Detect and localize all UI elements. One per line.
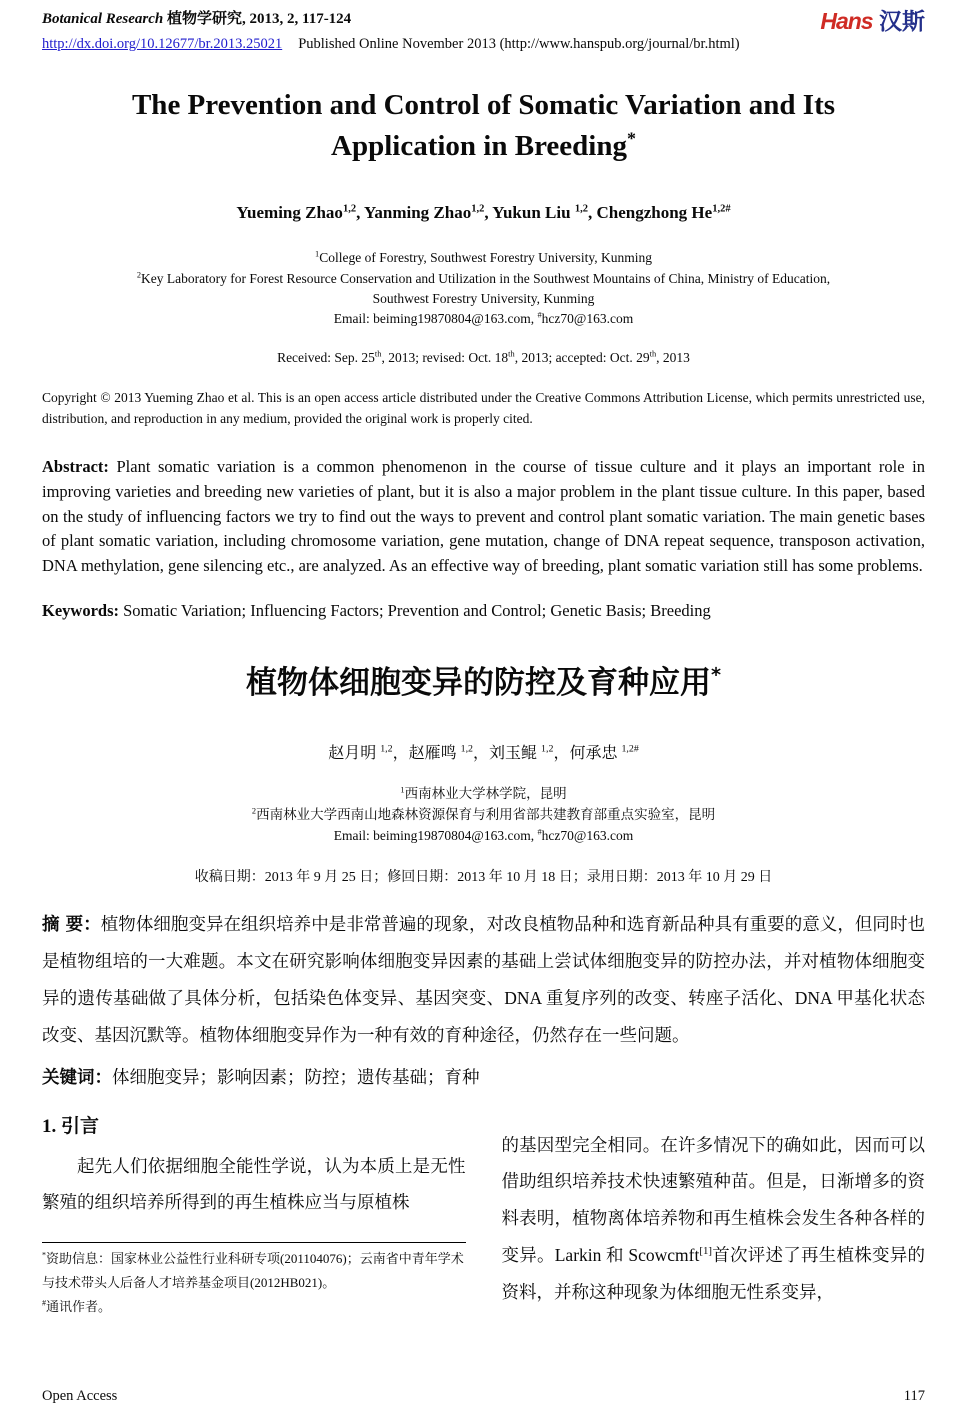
received-dates-chinese: 收稿日期：2013 年 9 月 25 日；修回日期：2013 年 10 月 18 日；录用日期：2013 年 10 月 29 日 (194, 869, 773, 885)
left-column (42, 1111, 466, 1319)
email-line-cn: Email: beiming19870804@163.com, #hcz70@163.com (333, 827, 634, 843)
doi-link[interactable]: http://dx.doi.org/10.12677/br.2013.25021 (42, 36, 283, 52)
affiliation-line: $^1$College of Forestry, Southwest Forestry University, Kunming (315, 249, 652, 266)
page-footer (42, 1388, 925, 1405)
citation-ref-1: [1] (699, 1245, 713, 1258)
keywords-text: Somatic Variation; Influencing Factors; Prevention and Control; Genetic Basis; Breeding (119, 600, 711, 620)
journal-info (42, 10, 351, 29)
author-name: Yueming Zhao (236, 203, 343, 223)
open-access-label: Open Access (42, 1388, 118, 1404)
author-list-chinese: 赵月明 $^{1,2}$，赵雁鸣 $^{1,2}$，刘玉鲲 $^{1,2}$，何承忠 $^{1,2\#}$ (328, 743, 639, 762)
intro-paragraph-right: 的基因型完全相同。在许多情况下的确如此，因而可以借助组织培养技术快速繁殖种苗。但是，日渐增多的资料表明，植物离体培养物和再生植株会发生各种各样的变异。Larkin 和 Scowcmft[1]首次评述了再生植株变异的资料，并称这种现象为体细胞无性系变异， (501, 1134, 926, 1302)
funding-line: *资助信息：国家林业公益性行业科研专项(201104076)；云南省中青年学术与技术带头人后备人才培养基金项目(2012HB021)。 (42, 1250, 464, 1290)
author-affil-sup: 1,2# (712, 203, 731, 215)
corresponding-mark: # (42, 1298, 47, 1308)
abstract-label: Abstract: (42, 457, 109, 477)
abstract-text-cn: 植物体细胞变异在组织培养中是非常普遍的现象，对改良植物品种和选育新品种具有重要的意义，但同时也是植物组培的一大难题。本文在研究影响体细胞变异因素的基础上尝试体细胞变异的防控办法，并对植物体细胞变异的遗传基础做了具体分析，包括染色体变异、基因突变、DNA 重复序列的改变、转座子活化、DNA 甲基化状态改变、基因沉默等。植物体细胞变异作为一种有效的育种途径，仍然存在一些问题。 (42, 913, 926, 1045)
introduction-section (42, 1111, 925, 1319)
affiliation-line-cn: $^1$西南林业大学林学院，昆明 (400, 785, 567, 801)
author-name-cn: 何承忠 (569, 744, 622, 762)
keywords (42, 601, 925, 621)
page-number: 117 (903, 1388, 925, 1404)
received-dates: Received: Sep. 25th, 2013; revised: Oct. 18th, 2013; accepted: Oct. 29th, 2013 (277, 349, 690, 366)
author-affil-sup: 1,2 (342, 203, 357, 215)
author-name-cn: 赵月明 (328, 744, 381, 762)
keywords-text-cn: 体细胞变异；影响因素；防控；遗传基础；育种 (112, 1066, 480, 1087)
abstract-chinese (42, 906, 925, 1054)
journal-title: Botanical Research (42, 11, 164, 27)
affiliation-line: $^2$Key Laboratory for Forest Resource Conservation and Utilization in the Southwest Mountains of China, Ministry of Education, (136, 270, 831, 286)
author-list: Yueming Zhao$^{1,2}$, Yanming Zhao$^{1,2}$, Yukun Liu $^{1,2}$, Chengzhong $He^{1,2\#}$ (236, 203, 731, 223)
email-line: Email: beiming19870804@163.com, #hcz70@163.com (333, 310, 634, 327)
affiliations (42, 248, 925, 329)
author-name: Yukun Liu (492, 203, 575, 223)
published-online: Published Online November 2013 (http://www.hanspub.org/journal/br.html) (298, 36, 740, 52)
title-line1: The Prevention and Control of Somatic Variation and Its (131, 89, 836, 121)
cn-title-footnote-mark: * (710, 663, 722, 687)
author-name-cn: 刘玉鲲 (489, 744, 542, 762)
author-affil-sup: 1,2 (574, 203, 588, 215)
right-column (502, 1111, 926, 1319)
article-title-chinese: 植物体细胞变异的防控及育种应用* (245, 663, 722, 701)
journal-meta: 植物学研究, 2013, 2, 117-124 (163, 11, 352, 27)
keywords-label-cn: 关键词： (42, 1067, 112, 1088)
abstract (42, 455, 925, 579)
funding-mark: * (42, 1250, 47, 1260)
copyright-notice: Copyright © 2013 Yueming Zhao et al. This is an open access article distributed under the Creative Commons Attribution License, which permits unrestricted use, distribution, and reproduction in any medium, provided the original work is properly cited. (42, 390, 925, 427)
author-name: Chengzhong He (596, 203, 713, 223)
title-line2: Application in Breeding (331, 130, 627, 163)
affiliation-line: Southwest Forestry University, Kunming (372, 290, 595, 306)
publisher-logo (820, 10, 925, 33)
abstract-text: Plant somatic variation is a common phenomenon in the course of tissue culture and it plays an important role in improving varieties and breeding new varieties of plant, but it is also a major problem in the plant tissue culture. In this paper, based on the study of influencing factors we try to find out the ways to prevent and control plant somatic variation. The main genetic bases of plant somatic variation, including chromosome variation, gene mutation, change of DNA repeat sequence, transposon activation, DNA methylation, gene silencing etc., are analyzed. As an effective way of breeding, plant somatic variation still has some problems. (42, 457, 925, 576)
title-footnote-mark: * (626, 128, 636, 149)
abstract-label-cn: 摘 要： (42, 914, 101, 935)
hans-logo-text: Hans (820, 8, 873, 34)
corresponding-author-line: #通讯作者。 (42, 1298, 112, 1314)
article-title (42, 85, 925, 167)
keywords-chinese (42, 1064, 925, 1089)
header-line2 (42, 36, 925, 53)
journal-header (42, 10, 925, 33)
author-affil-sup: 1,2 (471, 203, 485, 215)
author-name: Yanming Zhao (363, 203, 472, 223)
affiliation-line-cn: $^2$西南林业大学西南山地森林资源保育与利用省部共建教育部重点实验室，昆明 (251, 806, 716, 822)
keywords-label: Keywords: (42, 600, 119, 620)
author-name-cn: 赵雁鸣 (408, 744, 461, 762)
hans-logo-cn: 汉斯 (879, 8, 925, 34)
funding-footnote (42, 1242, 466, 1319)
section-heading: 1. 引言 (42, 1114, 100, 1137)
intro-paragraph-left: 起先人们依据细胞全能性学说，认为本质上是无性繁殖的组织培养所得到的再生植株应当与原植株 (42, 1155, 466, 1213)
affiliations-chinese (42, 784, 925, 847)
